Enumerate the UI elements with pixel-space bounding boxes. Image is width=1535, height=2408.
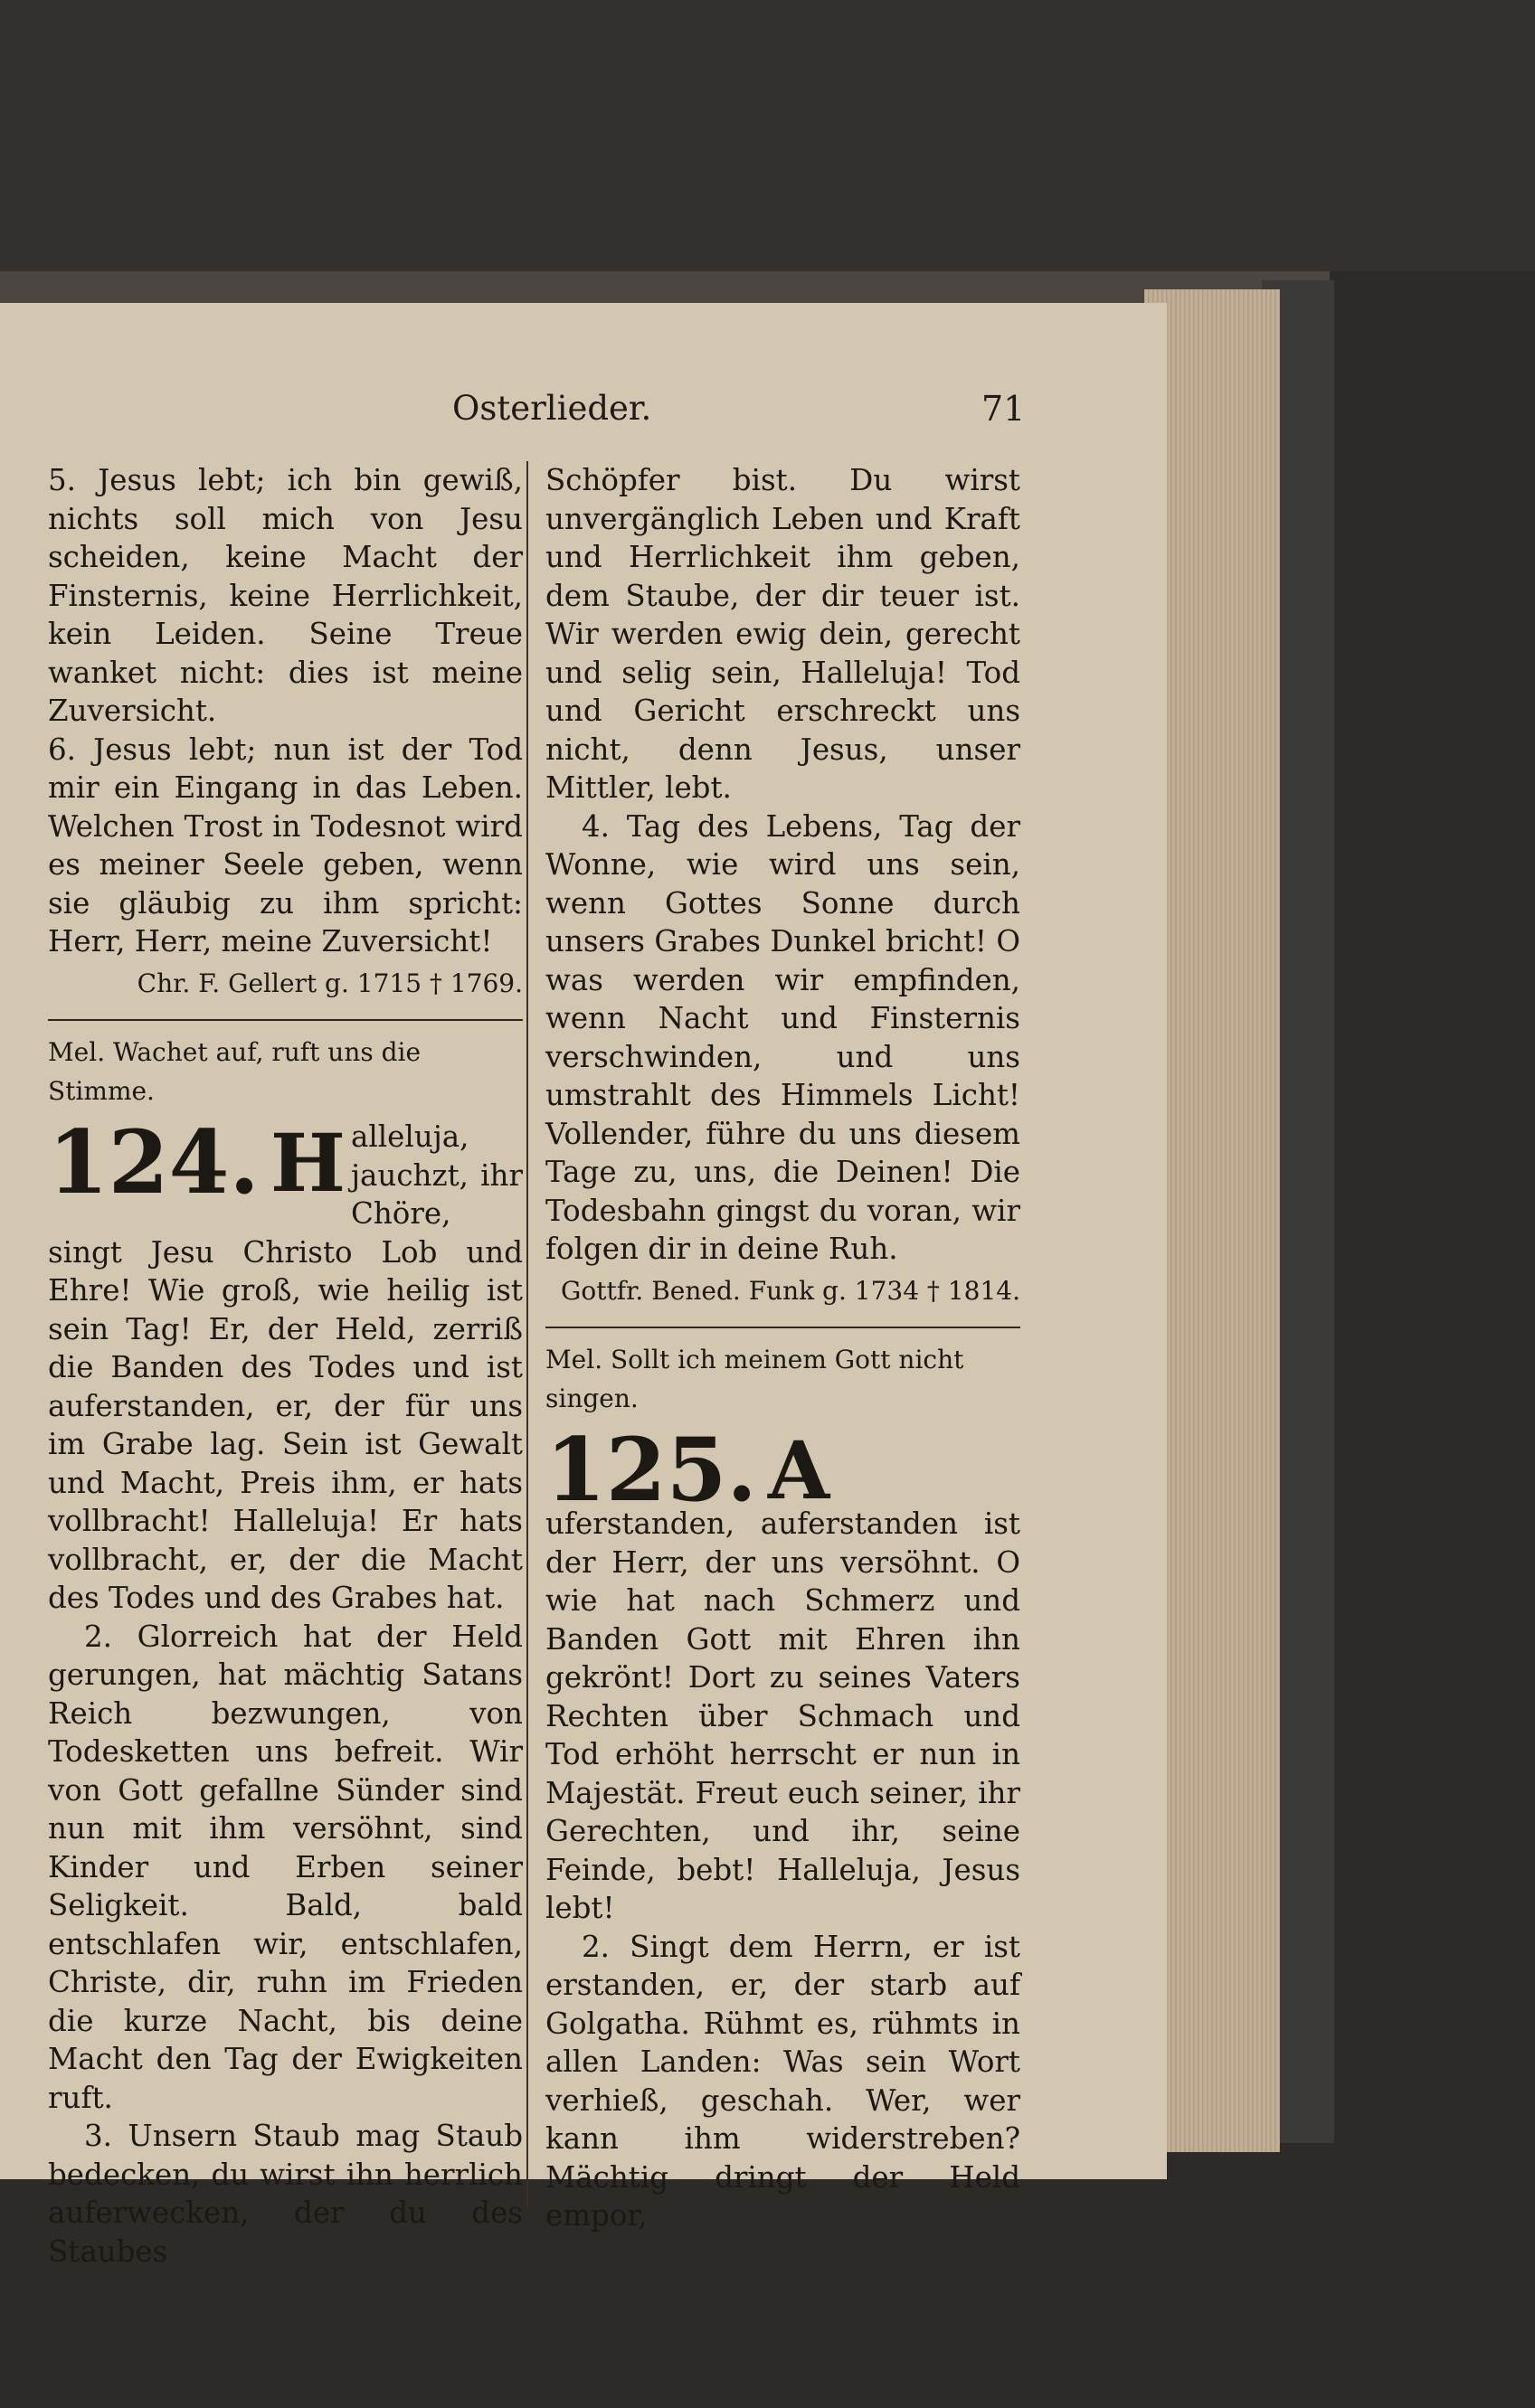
hymn-text: uferstanden, auferstanden ist der Herr, der uns versöhnt. O wie hat nach Schmerz und Banden Gott mit Ehren ihn gekrönt! Dort zu seines Vaters Rechten über Schmach und Tod erhöht herrscht er nun in Majestät. Freut euch seiner, ihr Gerechten, und ihr, seine Feinde, bebt! Halleluja, Jesus lebt! — [545, 1506, 1020, 1925]
drop-cap: H — [270, 1116, 346, 1210]
right-column — [545, 461, 1020, 2235]
hymn-number: 124. — [48, 1111, 260, 1213]
book-cover-edge — [0, 271, 1330, 307]
hymn-number: 125. — [545, 1419, 757, 1521]
column-divider — [526, 461, 528, 2206]
hymn-text: alleluja, jauchzt, ihr Chöre, singt Jesu Christo Lob und Ehre! Wie groß, wie heilig ist sein Tag! Er, der Held, zerriß die Banden des Todes und ist auferstanden, er, der für uns im Grabe lag. Sein ist Gewalt und Macht, Preis ihm, er hats vollbracht! Halleluja! Er hats vollbracht, er, der die Macht des Todes und des Grabes hat. — [48, 1119, 523, 1615]
section-rule — [48, 1019, 523, 1021]
author-credit: Chr. F. Gellert g. 1715 † 1769. — [137, 968, 523, 998]
hymn-124-stanza-2: 2. Glorreich hat der Held gerungen, hat mächtig Satans Reich bezwungen, von Todesketten uns befreit. Wir von Gott gefallne Sünder sind nun mit ihm versöhnt, sind Kinder und Erben seiner Seligkeit. Bald, bald entschlafen wir, entschlafen, Christe, dir, ruhn im Frieden die kurze Nacht, bis deine Macht den Tag der Ewigkeiten ruft. — [48, 1619, 523, 2115]
author-credit: Gottfr. Bened. Funk g. 1734 † 1814. — [561, 1275, 1020, 1306]
hymn-125-stanza-2: 2. Singt dem Herrn, er ist erstanden, er, der starb auf Golgatha. Rühmt es, rühmts in allen Landen: Was sein Wort verhieß, geschah. Wer, wer kann ihm widerstreben? Mächtig dringt der Held empor, — [545, 1929, 1020, 2233]
stanza-5: 5. Jesus lebt; ich bin gewiß, nichts soll mich von Jesu scheiden, keine Macht der Finsternis, keine Herrlichkeit, kein Leiden. Seine Treue wanket nicht: dies ist meine Zuversicht. — [48, 463, 523, 728]
stanza-4: 4. Tag des Lebens, Tag der Wonne, wie wird uns sein, wenn Gottes Sonne durch unsers Grabes Dunkel bricht! O was werden wir empfinden, wenn Nacht und Finsternis verschwinden, und uns umstrahlt des Himmels Licht! Vollender, führe du uns diesem Tage zu, uns, die Deinen! Die Todesbahn gingst du voran, wir folgen dir in deine Ruh. — [545, 808, 1020, 1266]
left-column — [48, 461, 523, 2271]
page-number: 71 — [981, 389, 1026, 429]
stanza-6: 6. Jesus lebt; nun ist der Tod mir ein Eingang in das Leben. Welchen Trost in Todesnot wird es meiner Seele geben, wenn sie gläubig zu ihm spricht: Herr, Herr, meine Zuversicht! — [48, 732, 523, 958]
hymn-124 — [48, 1111, 523, 1618]
book-page — [0, 303, 1167, 2269]
stanza-continuation: Schöpfer bist. Du wirst unvergänglich Leben und Kraft und Herrlichkeit ihm geben, dem Staube, der dir teuer ist. Wir werden ewig dein, gerecht und selig sein, Halleluja! Tod und Gericht erschreckt uns nicht, denn Jesus, unser Mittler, lebt. — [545, 463, 1020, 805]
hymn-125 — [545, 1419, 1020, 1928]
page-header — [0, 389, 1167, 443]
section-rule — [545, 1327, 1020, 1328]
hymn-124-stanza-3: 3. Unsern Staub mag Staub bedecken, du wirst ihn herrlich auferwecken, der du des Staubes — [48, 2119, 523, 2269]
running-head: Osterlieder. — [452, 389, 652, 428]
backdrop — [0, 0, 1535, 271]
drop-cap: A — [767, 1423, 830, 1517]
melody-note: Mel. Wachet auf, ruft uns die Stimme. — [48, 1037, 422, 1106]
melody-note: Mel. Sollt ich meinem Gott nicht singen. — [545, 1345, 964, 1413]
